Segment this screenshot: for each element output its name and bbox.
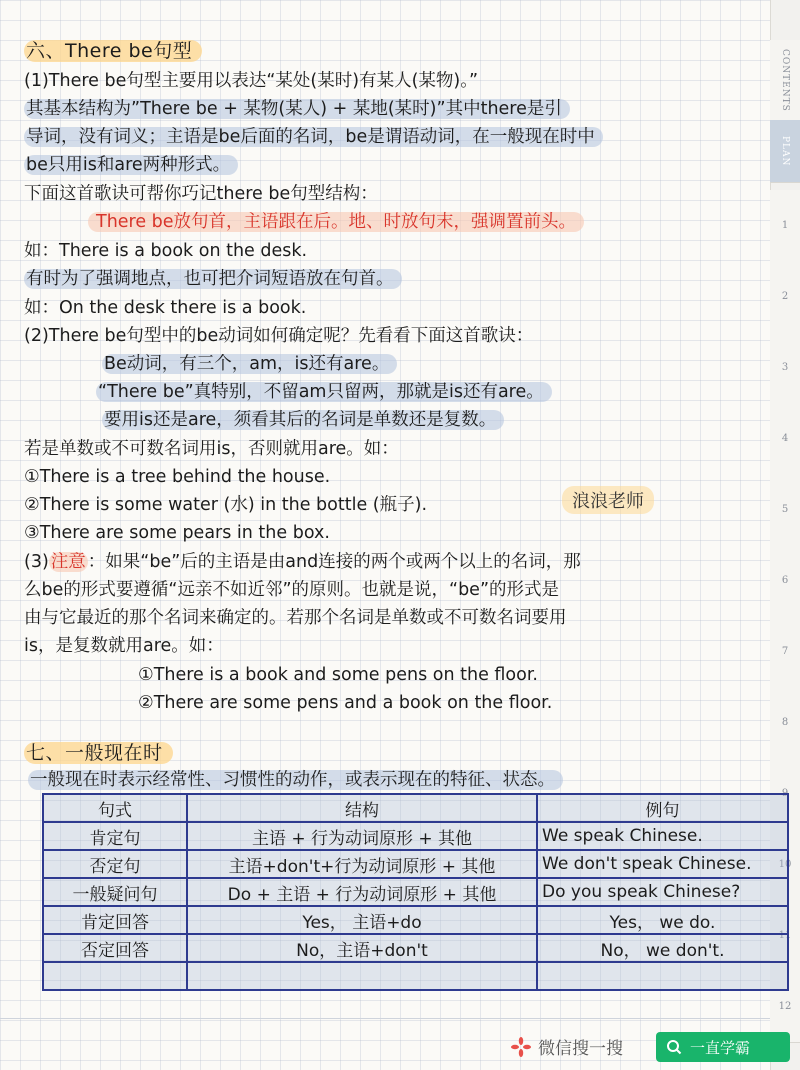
cell-type: 肯定句 <box>43 822 187 850</box>
cell-structure: 主语 + 行为动词原形 + 其他 <box>187 822 537 850</box>
section7-heading: 七、一般现在时 <box>24 740 173 766</box>
tab-page-3[interactable]: 3 <box>770 332 800 404</box>
teacher-tag: 浪浪老师 <box>562 486 654 514</box>
table-row <box>43 934 788 962</box>
header-structure: 结构 <box>187 794 537 822</box>
table-row <box>43 850 788 878</box>
cell-structure: Do + 主语 + 行为动词原形 + 其他 <box>187 878 537 906</box>
tab-page-4[interactable]: 4 <box>770 403 800 475</box>
table-header-row <box>43 794 788 822</box>
emphasis-note: 有时为了强调地点，也可把介词短语放在句首。 <box>24 266 402 292</box>
tab-page-11[interactable]: 11 <box>770 900 800 972</box>
para4-line1: (3) 注意 ：如果“be”后的主语是由and连接的两个或两个以上的名词，那 <box>24 552 581 572</box>
para1-line2: 其基本结构为”There be + 某物(某人) + 某地(某时)”其中there是引 <box>24 96 570 122</box>
attention-label: 注意 <box>50 552 86 572</box>
tab-page-9[interactable]: 9 <box>770 758 800 830</box>
singular-rule: 若是单数或不可数名词用is，否则就用are。如： <box>24 439 399 459</box>
tab-page-2[interactable]: 2 <box>770 261 800 333</box>
wechat-search-text: 微信搜一搜 <box>538 1039 623 1059</box>
cell-structure: 主语+don't+行为动词原形 + 其他 <box>187 850 537 878</box>
section7-intro: 一般现在时表示经常性、习惯性的动作，或表示现在的特征、状态。 <box>28 767 563 793</box>
para1-line4: be只用is和are两种形式。 <box>24 152 238 178</box>
account-search-button[interactable] <box>656 1032 790 1062</box>
example-3-3: ③There are some pears in the box. <box>24 523 330 543</box>
para1-line1: (1)There be句型主要用以表达“某处(某时)有某人(某物)。” <box>24 71 479 91</box>
cell-type: 肯定回答 <box>43 906 187 934</box>
table-row <box>43 822 788 850</box>
table-row <box>43 906 788 934</box>
cell-structure: Yes， 主语+do <box>187 906 537 934</box>
example-3-2: ②There is some water (水) in the bottle (瓶子). <box>24 495 428 515</box>
cell-example: We don't speak Chinese. <box>537 850 788 878</box>
wechat-search-logo-icon <box>510 1036 532 1058</box>
example-3-1: ①There is a tree behind the house. <box>24 467 331 487</box>
table-row-empty <box>43 962 788 990</box>
tab-plan[interactable]: PLAN <box>770 120 800 183</box>
cell-type: 一般疑问句 <box>43 878 187 906</box>
para4-line2: 么be的形式要遵循“远亲不如近邻”的原则。也就是说，“be”的形式是 <box>24 580 560 600</box>
cell-example: No， we don't. <box>537 934 788 962</box>
tab-page-10[interactable]: 10 <box>770 829 800 901</box>
table-row <box>43 878 788 906</box>
example-2: 如：On the desk there is a book. <box>24 298 307 318</box>
tab-page-1[interactable]: 1 <box>770 190 800 262</box>
tab-page-8[interactable]: 8 <box>770 687 800 759</box>
rhyme-structure: There be放句首，主语跟在后。地、时放句末，强调置前头。 <box>88 209 584 235</box>
example-4-2: ②There are some pens and a book on the floor. <box>138 693 553 713</box>
para1-line3: 导词，没有词义；主语是be后面的名词，be是谓语动词，在一般现在时中 <box>24 124 603 150</box>
cell-type: 否定回答 <box>43 934 187 962</box>
cell-example: Do you speak Chinese? <box>537 878 788 906</box>
example-4-1: ①There is a book and some pens on the floor. <box>138 665 538 685</box>
cell-type: 否定句 <box>43 850 187 878</box>
present-tense-table <box>42 793 789 991</box>
para4-line3: 由与它最近的那个名词来确定的。若那个名词是单数或不可数名词要用 <box>24 608 567 628</box>
cell-example: Yes， we do. <box>537 906 788 934</box>
rhyme-be-line2: “There be”真特别，不留am只留两，那就是is还有are。 <box>96 379 552 405</box>
section6-heading: 六、There be句型 <box>24 38 202 64</box>
header-example: 例句 <box>537 794 788 822</box>
cell-structure: No，主语+don't <box>187 934 537 962</box>
tab-contents[interactable]: CONTENTS <box>770 40 800 121</box>
example-1: 如：There is a book on the desk. <box>24 241 308 261</box>
para4-line4: is，是复数就用are。如： <box>24 636 224 656</box>
header-sentence-type: 句式 <box>43 794 187 822</box>
cell-example: We speak Chinese. <box>537 822 788 850</box>
para3-intro: (2)There be句型中的be动词如何确定呢？先看看下面这首歌诀： <box>24 326 534 346</box>
rhyme-be-line1: Be动词，有三个，am，is还有are。 <box>102 351 397 377</box>
tab-page-5[interactable]: 5 <box>770 474 800 546</box>
tab-page-6[interactable]: 6 <box>770 545 800 617</box>
page-bottom-rule <box>0 1018 770 1019</box>
tab-page-7[interactable]: 7 <box>770 616 800 688</box>
wechat-search-watermark <box>510 1034 623 1059</box>
rhyme-be-line3: 要用is还是are，须看其后的名词是单数还是复数。 <box>102 407 504 433</box>
rhyme-intro: 下面这首歌诀可帮你巧记there be句型结构： <box>24 184 378 204</box>
tab-page-12[interactable]: 12 <box>770 971 800 1043</box>
account-name: 一直学霸 <box>690 1038 751 1057</box>
search-icon <box>666 1039 682 1055</box>
